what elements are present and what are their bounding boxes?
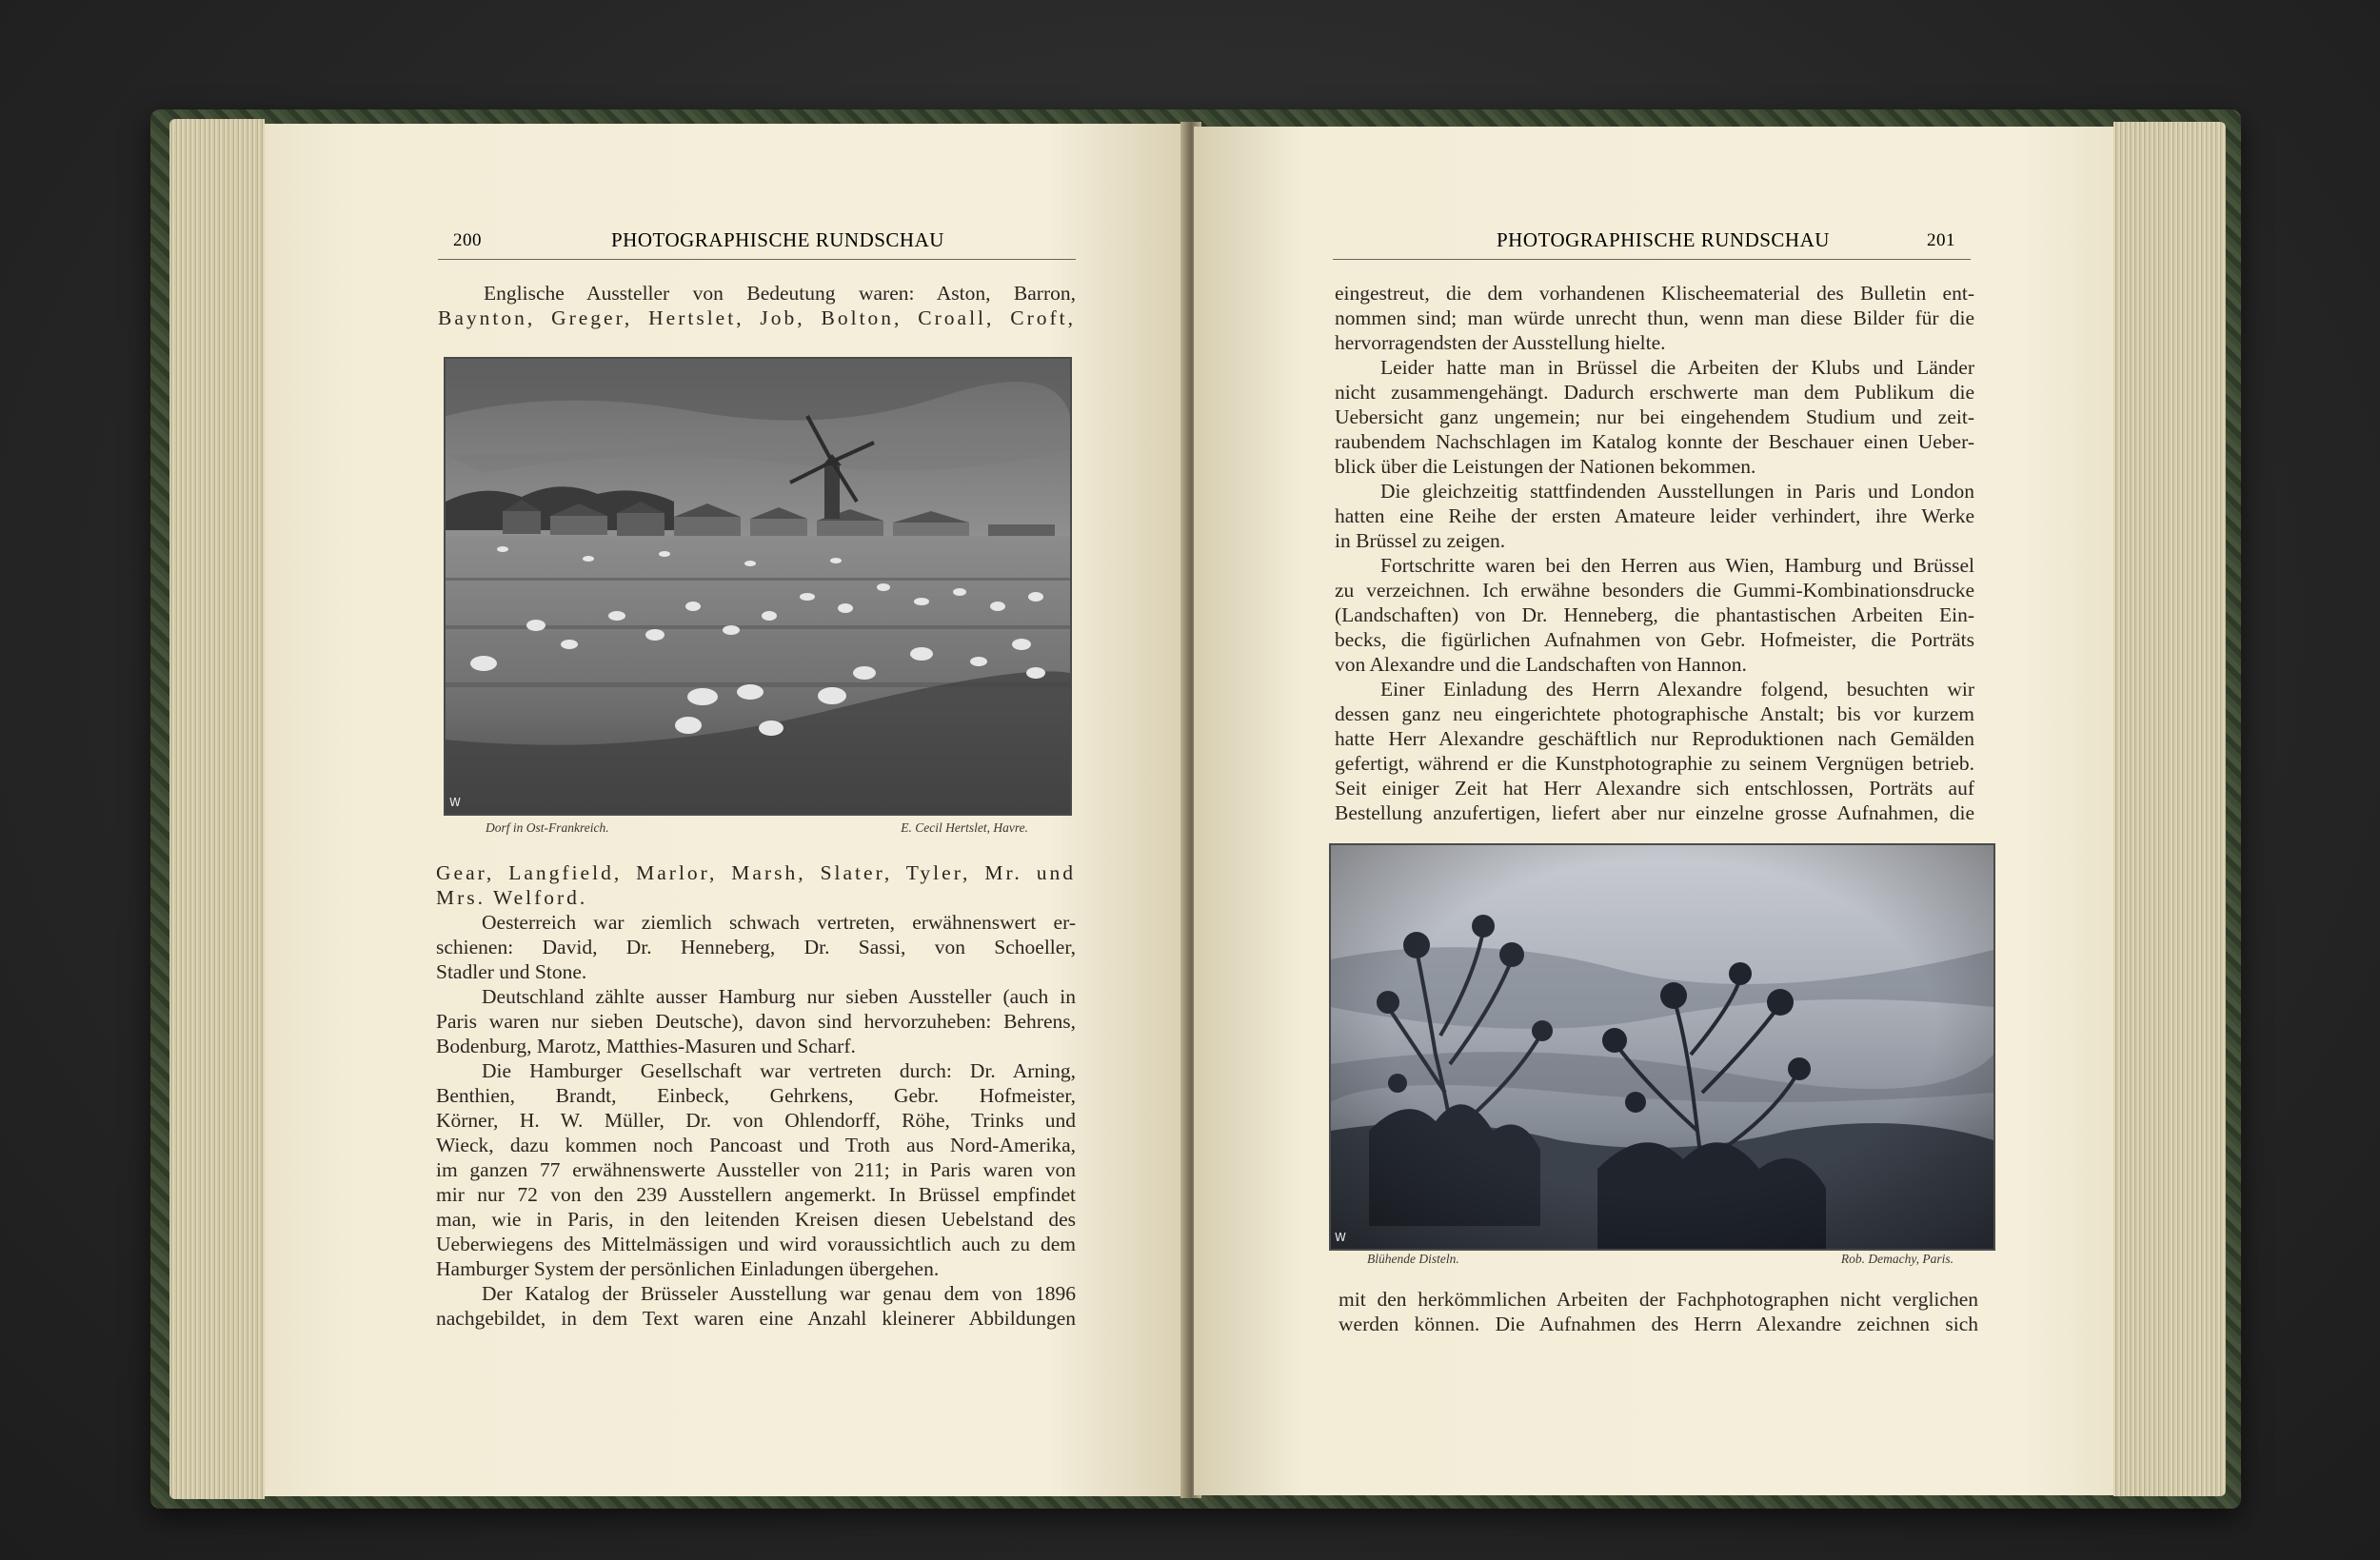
left-line: Mrs. Welford. bbox=[436, 886, 588, 909]
left-line: Hamburger System der persönlichen Einladungen übergehen. bbox=[436, 1257, 940, 1280]
right-bottom-text bbox=[1339, 1287, 1978, 1336]
left-line: Der Katalog der Brüsseler Ausstellung war genau dem von 1896 bbox=[482, 1282, 1076, 1305]
left-line: mir nur 72 von den 239 Ausstellern angemerkt. In Brüssel empfindet bbox=[436, 1183, 1076, 1206]
plate-stamp-right: W bbox=[1335, 1231, 1346, 1244]
right-line: becks, die figürlichen Aufnahmen von Gebr. Hofmeister, die Porträts bbox=[1335, 628, 1974, 651]
right-line: hatten eine Reihe der ersten Amateure leider verhindert, ihre Werke bbox=[1335, 504, 1974, 527]
right-body-text bbox=[1335, 281, 1974, 825]
right-line: Uebersicht ganz ungemein; nur bei eingehendem Studium und zeit- bbox=[1335, 405, 1974, 428]
right-line: Einer Einladung des Herrn Alexandre folgend, besuchten wir bbox=[1380, 678, 1974, 701]
left-line: Wieck, dazu kommen noch Pancoast und Troth aus Nord-Amerika, bbox=[436, 1134, 1076, 1156]
left-line: Benthien, Brandt, Einbeck, Gehrkens, Gebr. Hofmeister, bbox=[436, 1084, 1076, 1107]
right-page-edges bbox=[2113, 122, 2226, 1496]
left-line: nachgebildet, in dem Text waren eine Anzahl kleinerer Abbildungen bbox=[436, 1307, 1076, 1330]
photo-village-windmill bbox=[444, 357, 1072, 816]
left-line: Stadler und Stone. bbox=[436, 960, 587, 983]
left-page-edges bbox=[169, 119, 265, 1499]
right-line: nicht zusammengehängt. Dadurch erschwerte man dem Publikum die bbox=[1335, 381, 1974, 404]
left-caption-title: Dorf in Ost-Frankreich. bbox=[486, 820, 609, 835]
right-line: hatte Herr Alexandre geschäftlich nur Reproduktionen nach Gemälden bbox=[1335, 727, 1974, 750]
left-page-number: 200 bbox=[453, 230, 482, 250]
left-line: im ganzen 77 erwähnenswerte Aussteller von 211; in Paris waren von bbox=[436, 1158, 1076, 1181]
left-line: schienen: David, Dr. Henneberg, Dr. Sassi, von Schoeller, bbox=[436, 936, 1076, 958]
right-line: Bestellung anzufertigen, liefert aber nur einzelne grosse Aufnahmen, die bbox=[1335, 801, 1974, 824]
left-line: Gear, Langfield, Marlor, Marsh, Slater, Tyler, Mr. und bbox=[436, 861, 1076, 884]
right-line: Leider hatte man in Brüssel die Arbeiten der Klubs und Länder bbox=[1380, 356, 1974, 379]
right-line: gefertigt, während er die Kunstphotographie zu seinem Vergnügen betrieb. bbox=[1335, 752, 1974, 775]
right-line: Fortschritte waren bei den Herren aus Wien, Hamburg und Brüssel bbox=[1380, 554, 1974, 577]
right-line: von Alexandre und die Landschaften von Hannon. bbox=[1335, 653, 1747, 676]
right-line: in Brüssel zu zeigen. bbox=[1335, 529, 1506, 552]
left-line: Oesterreich war ziemlich schwach vertreten, erwähnenswert er- bbox=[482, 911, 1076, 934]
right-caption-title: Blühende Disteln. bbox=[1367, 1252, 1459, 1266]
left-line: Deutschland zählte ausser Hamburg nur sieben Aussteller (auch in bbox=[482, 985, 1076, 1008]
right-line: werden können. Die Aufnahmen des Herrn Alexandre zeichnen sich bbox=[1339, 1313, 1978, 1335]
right-running-head bbox=[1333, 228, 1971, 260]
left-top-line-2: Baynton, Greger, Hertslet, Job, Bolton, Croall, Croft, bbox=[438, 306, 1076, 329]
right-line: Seit einiger Zeit hat Herr Alexandre sich entschlossen, Porträts auf bbox=[1335, 777, 1974, 800]
right-line: eingestreut, die dem vorhandenen Klischeematerial des Bulletin ent- bbox=[1335, 282, 1974, 305]
right-caption-credit: Rob. Demachy, Paris. bbox=[1840, 1252, 1954, 1266]
right-photo-caption bbox=[1367, 1252, 1954, 1269]
right-line: hervorragendsten der Ausstellung hielte. bbox=[1335, 331, 1666, 354]
left-line: Ueberwiegens des Mittelmässigen und wird voraussichtlich auch zu dem bbox=[436, 1233, 1076, 1255]
right-line: (Landschaften) von Dr. Henneberg, die phantastischen Arbeiten Ein- bbox=[1335, 603, 1974, 626]
left-line: Körner, H. W. Müller, Dr. von Ohlendorff, Röhe, Trinks und bbox=[436, 1109, 1076, 1132]
left-line: Paris waren nur sieben Deutsche), davon sind hervorzuheben: Behrens, bbox=[436, 1010, 1076, 1033]
left-top-text bbox=[438, 281, 1076, 330]
plate-stamp-left: W bbox=[449, 796, 461, 809]
right-running-title: PHOTOGRAPHISCHE RUNDSCHAU bbox=[1497, 228, 1830, 251]
thistle-photo-graphic bbox=[1331, 845, 1993, 1249]
left-caption-credit: E. Cecil Hertslet, Havre. bbox=[901, 820, 1028, 835]
left-top-line-1: Englische Aussteller von Bedeutung waren: Aston, Barron, bbox=[484, 282, 1076, 305]
left-body-text bbox=[436, 860, 1076, 1331]
left-photo-caption bbox=[486, 820, 1028, 838]
right-page-number: 201 bbox=[1927, 230, 1955, 250]
photo-blooming-thistles bbox=[1329, 843, 1995, 1251]
right-line: Die gleichzeitig stattfindenden Ausstellungen in Paris und London bbox=[1380, 480, 1974, 503]
right-line: mit den herkömmlichen Arbeiten der Fachphotographen nicht verglichen bbox=[1339, 1288, 1978, 1311]
left-line: Die Hamburger Gesellschaft war vertreten durch: Dr. Arning, bbox=[482, 1059, 1076, 1082]
right-line: nommen sind; man würde unrecht thun, wenn man diese Bilder für die bbox=[1335, 306, 1974, 329]
right-line: zu verzeichnen. Ich erwähne besonders die Gummi-Kombinationsdrucke bbox=[1335, 579, 1974, 602]
left-running-head bbox=[438, 228, 1076, 260]
left-line: Bodenburg, Marotz, Matthies-Masuren und Scharf. bbox=[436, 1035, 856, 1057]
right-line: raubendem Nachschlagen im Katalog konnte der Beschauer einen Ueber- bbox=[1335, 430, 1974, 453]
right-line: dessen ganz neu eingerichtete photographische Anstalt; bis vor kurzem bbox=[1335, 702, 1974, 725]
right-line: blick über die Leistungen der Nationen bekommen. bbox=[1335, 455, 1756, 478]
left-line: man, wie in Paris, in den leitenden Kreisen diesen Uebelstand des bbox=[436, 1208, 1076, 1231]
left-running-title: PHOTOGRAPHISCHE RUNDSCHAU bbox=[611, 228, 944, 251]
village-photo-graphic bbox=[446, 359, 1070, 814]
